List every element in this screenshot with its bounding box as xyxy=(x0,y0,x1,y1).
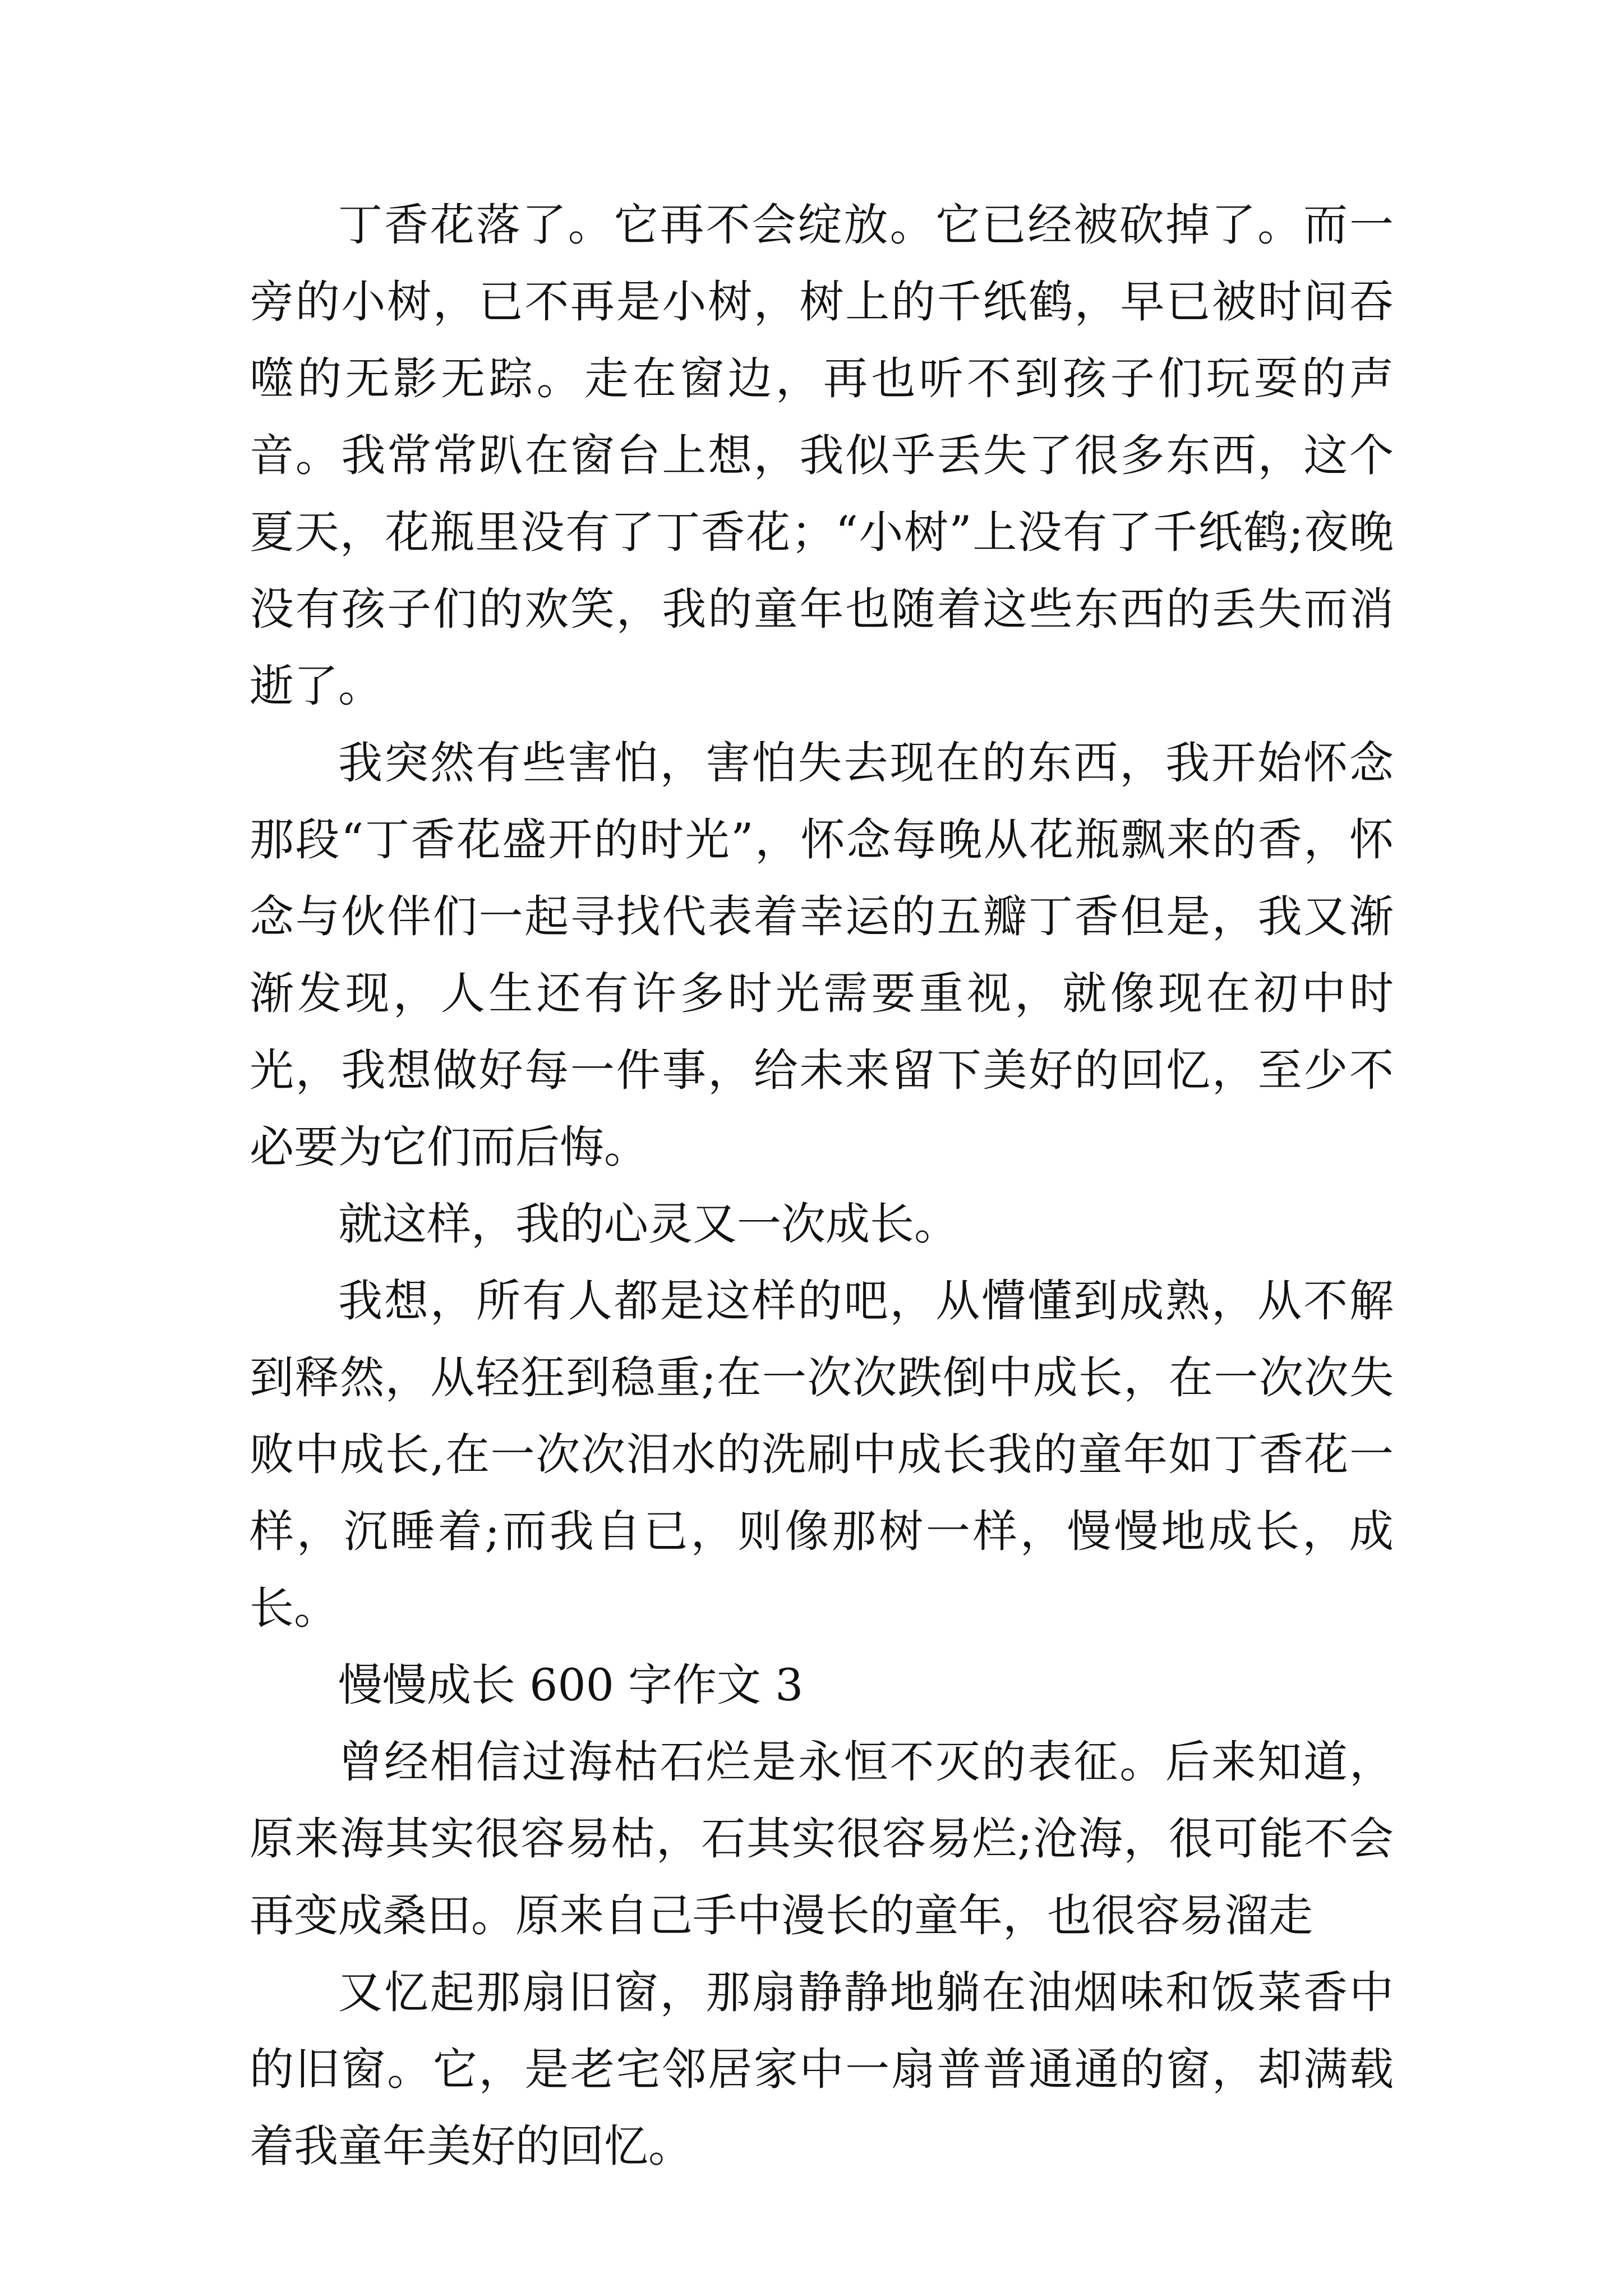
section-heading: 慢慢成长 600 字作文 3 xyxy=(338,1659,804,1711)
paragraph-3: 就这样，我的心灵又一次成长。 xyxy=(338,1198,958,1250)
paragraph-6: 又忆起那扇旧窗，那扇静静地躺在油烟味和饭菜香中的旧窗。它，是老宅邻居家中一扇普普通通的窗，却满载着我童年美好的回忆。 xyxy=(250,1967,1394,2172)
paragraph-2: 我突然有些害怕，害怕失去现在的东西，我开始怀念那段“丁香花盛开的时光”，怀念每晚从花瓶飘来的香，怀念与伙伴们一起寻找代表着幸运的五瓣丁香但是，我又渐渐发现，人生还有许多时光需要重视，就像现在初中时光，我想做好每一件事，给未来留下美好的回忆，至少不必要为它们而后悔。 xyxy=(250,737,1394,1173)
paragraph-5: 曾经相信过海枯石烂是永恒不灭的表征。后来知道，原来海其实很容易枯，石其实很容易烂;沧海，很可能不会再变成桑田。原来自己手中漫长的童年，也很容易溜走 xyxy=(250,1736,1394,1941)
document-body xyxy=(250,187,1394,2185)
paragraph-1: 丁香花落了。它再不会绽放。它已经被砍掉了。而一旁的小树，已不再是小树，树上的千纸鹤，早已被时间吞噬的无影无踪。走在窗边，再也听不到孩子们玩耍的声音。我常常趴在窗台上想，我似乎丢失了很多东西，这个夏天，花瓶里没有了丁香花；“小树”上没有了千纸鹤;夜晚没有孩子们的欢笑，我的童年也随着这些东西的丢失而消逝了。 xyxy=(250,199,1394,712)
paragraph-4: 我想，所有人都是这样的吧，从懵懂到成熟，从不解到释然，从轻狂到稳重;在一次次跌倒中成长，在一次次失败中成长,在一次次泪水的洗刷中成长我的童年如丁香花一样，沉睡着;而我自已，则像那树一样，慢慢地成长，成长。 xyxy=(250,1275,1394,1634)
